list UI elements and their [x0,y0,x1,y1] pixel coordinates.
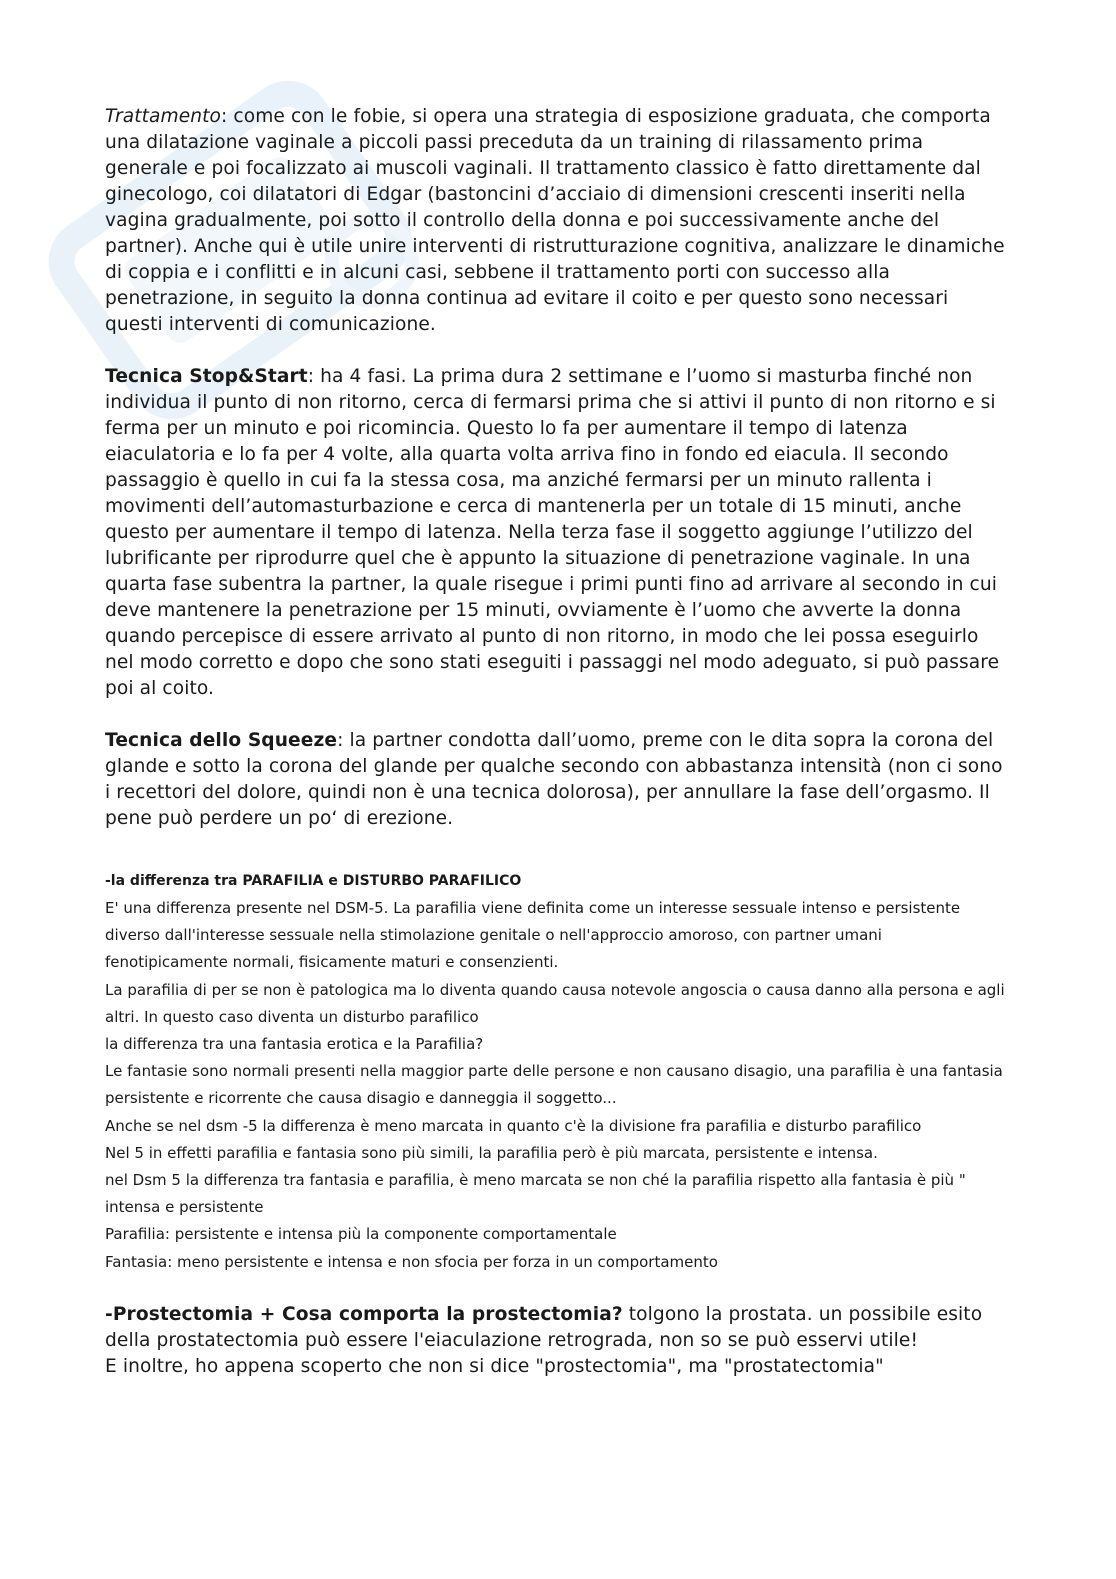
parafilia-line: nel Dsm 5 la differenza tra fantasia e parafilia, è meno marcata se non ché la parafilia rispetto alla fantasia è più " intensa e persistente [105,1171,966,1217]
prostatectomia-paragraph [105,1302,1005,1354]
prostatectomia-text: tolgono la prostata. un possibile esito della prostatectomia può essere l'eiaculazione retrograda, non so se può esservi utile! [105,1303,983,1351]
parafilia-line: Fantasia: meno persistente e intensa e non sfocia per forza in un comportamento [105,1252,718,1271]
trattamento-paragraph [105,104,1005,338]
prostatectomia-note: E inoltre, ho appena scoperto che non si dice "prostectomia", ma "prostatectomia" [105,1355,884,1377]
stopstart-paragraph [105,364,1005,702]
parafilia-line: E' una differenza presente nel DSM-5. La parafilia viene definita come un interesse sessuale intenso e persistente diverso dall'interesse sessuale nella stimolazione genitale o nell'approccio amoroso, con partner umani fenotipicamente normali, fisicamente maturi e consenzienti. [105,899,961,972]
parafilia-line: Le fantasie sono normali presenti nella maggior parte delle persone e non causano disagio, una parafilia è una fantasia persistente e ricorrente che causa disagio e danneggia il soggetto... [105,1062,1003,1108]
stopstart-text: : ha 4 fasi. La prima dura 2 settimane e l’uomo si masturba finché non individua il punto di non ritorno, cerca di fermarsi prima che si attivi il punto di non ritorno e si ferma per un minuto e poi ricomincia. Questo lo fa per aumentare il tempo di latenza eiaculatoria e lo fa per 4 volte, alla quarta volta arriva fino in fondo ed eiacula. Il secondo passaggio è quello in cui fa la stessa cosa, ma anziché fermarsi per un minuto rallenta i movimenti dell’automasturbazione e cerca di mantenerla per un totale di 15 minuti, anche questo per aumentare il tempo di latenza. Nella terza fase il soggetto aggiunge l’utilizzo del lubrificante per riprodurre quel che è appunto la situazione di penetrazione vaginale. In una quarta fase subentra la partner, la quale risegue i primi punti fino ad arrivare al secondo in cui deve mantenere la penetrazione per 15 minuti, ovviamente è l’uomo che avverte la donna quando percepisce di essere arrivato al punto di non ritorno, in modo che lei possa eseguirlo nel modo corretto e dopo che sono stati eseguiti i passaggi nel modo adeguato, si può passare poi al coito. [105,366,1000,699]
parafilia-section [105,868,1005,1276]
squeeze-text: : la partner condotta dall’uomo, preme con le dita sopra la corona del glande e sotto la corona del glande per qualche secondo con abbastanza intensità (non ci sono i recettori del dolore, quindi non è una tecnica dolorosa), per annullare la fase dell’orgasmo. Il pene può perdere un po‘ di erezione. [105,730,1003,829]
squeeze-paragraph [105,728,1005,832]
prostatectomia-section [105,1302,1005,1380]
parafilia-line: Nel 5 in effetti parafilia e fantasia sono più simili, la parafilia però è più marcata, persistente e intensa. [105,1143,878,1162]
parafilia-line: Parafilia: persistente e intensa più la componente comportamentale [105,1225,617,1244]
parafilia-line: La parafilia di per se non è patologica ma lo diventa quando causa notevole angoscia o causa danno alla persona e agli altri. In questo caso diventa un disturbo parafilico [105,980,1005,1026]
prostatectomia-label: -Prostectomia + Cosa comporta la prostectomia? [105,1303,623,1325]
document-page [105,104,1005,1380]
parafilia-title: -la differenza tra PARAFILIA e DISTURBO PARAFILICO [105,873,522,889]
squeeze-label: Tecnica dello Squeeze [105,730,338,751]
parafilia-line: Anche se nel dsm -5 la differenza è meno marcata in quanto c'è la divisione fra parafilia e disturbo parafilico [105,1116,922,1135]
stopstart-label: Tecnica Stop&Start [105,366,308,387]
trattamento-label: Trattamento [105,106,222,127]
trattamento-text: : come con le fobie, si opera una strategia di esposizione graduata, che comporta una dilatazione vaginale a piccoli passi preceduta da un training di rilassamento prima generale e poi focalizzato ai muscoli vaginali. Il trattamento classico è fatto direttamente dal ginecologo, coi dilatatori di Edgar (bastoncini d’acciaio di dimensioni crescenti inseriti nella vagina gradualmente, poi sotto il controllo della donna e poi successivamente anche del partner). Anche qui è utile unire interventi di ristrutturazione cognitiva, analizzare le dinamiche di coppia e i conflitti e in alcuni casi, sebbene il trattamento porti con successo alla penetrazione, in seguito la donna continua ad evitare il coito e per questo sono necessari questi interventi di comunicazione. [105,106,1005,335]
parafilia-line: la differenza tra una fantasia erotica e la Parafilia? [105,1035,484,1054]
